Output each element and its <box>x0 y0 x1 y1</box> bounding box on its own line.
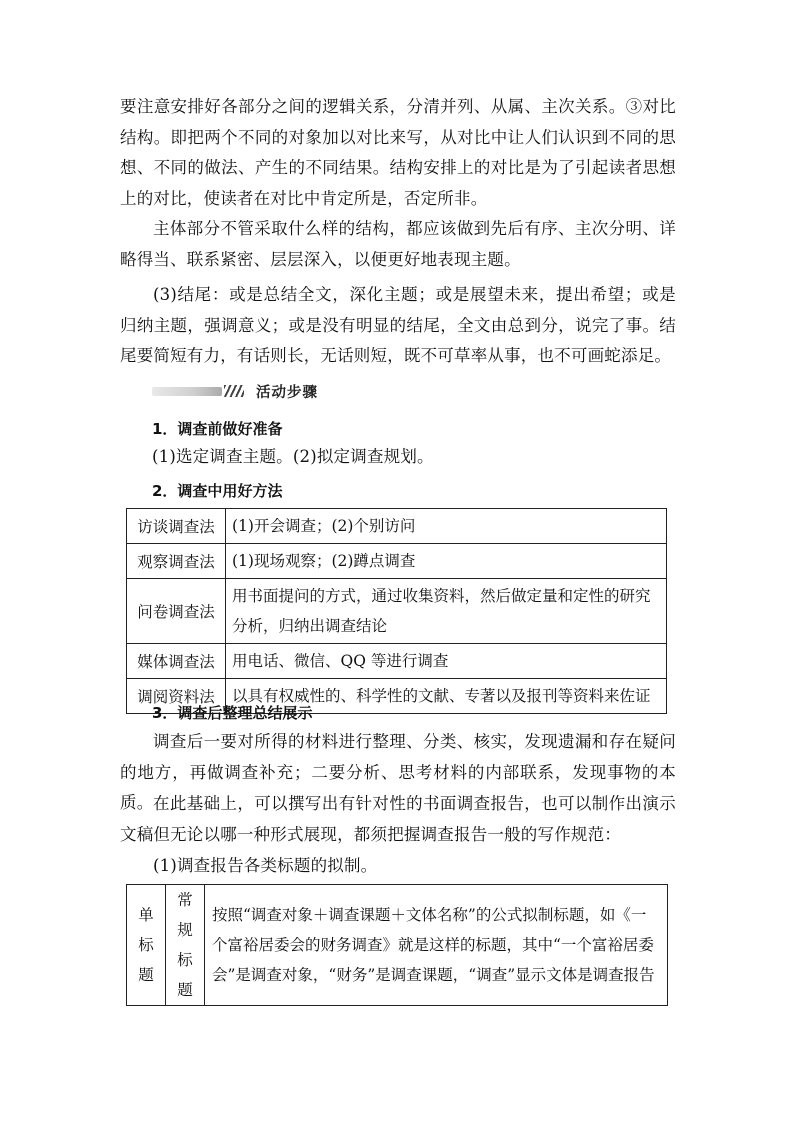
methods-table <box>126 508 667 714</box>
step3-heading: 3．调查后整理总结展示 <box>152 704 313 722</box>
step3-paragraph-1: 调查后一要对所得的材料进行整理、分类、核实，发现遗漏和存在疑问的地方，再做调查补充；二要分析、思考材料的内部联系，发现事物的本质。 <box>120 732 676 812</box>
method-label: 调阅资料法 <box>127 679 226 714</box>
method-value: 用书面提问的方式，通过收集资料，然后做定量和定性的研究分析，归纳出调查结论 <box>226 579 667 644</box>
table-row <box>127 885 668 1006</box>
method-label: 观察调查法 <box>127 544 226 579</box>
step1-text: (1)选定调查主题。(2)拟定调查规划。 <box>152 447 434 466</box>
method-value: 以具有权威性的、科学性的文献、专著以及报刊等资料来佐证 <box>226 679 667 714</box>
step1-heading: 1．调查前做好准备 <box>152 420 283 438</box>
step2-heading: 2．调查中用好方法 <box>152 482 283 500</box>
category-cell: 单 标 题 <box>127 885 166 1006</box>
paragraph-ending: (3)结尾：或是总结全文，深化主题；或是展望未来，提出希望；或是归纳主题，强调意义；或是没有明显的结尾，全文由总到分，说完了事。结尾要简短有力，有话则长，无话则短，既不可草率从事，也不可画蛇添足。 <box>120 285 676 365</box>
banner-bar-decoration <box>152 387 222 396</box>
paragraph-body-structure: 主体部分不管采取什么样的结构，都应该做到先后有序、主次分明、详略得当、联系紧密、层层深入，以便更好地表现主题。 <box>120 219 676 269</box>
method-value: (1)现场观察；(2)蹲点调查 <box>226 544 667 579</box>
method-label: 媒体调查法 <box>127 644 226 679</box>
section-banner <box>152 381 352 401</box>
method-value: 用电话、微信、QQ 等进行调查 <box>226 644 667 679</box>
step3-paragraph-3: (1)调查报告各类标题的拟制。 <box>153 856 378 875</box>
table-row <box>127 579 667 644</box>
step3-paragraph-2: 在此基础上，可以撰写出有针对性的书面调查报告，也可以制作出演示文稿但无论以哪一种形式展现，都须把握调查报告一般的写作规范： <box>120 794 676 844</box>
table-row <box>127 544 667 579</box>
method-label: 问卷调查法 <box>127 579 226 644</box>
paragraph-structure-contrast: 要注意安排好各部分之间的逻辑关系，分清并列、从属、主次关系。③对比结构。即把两个不同的对象加以对比来写，从对比中让人们认识到不同的思想、不同的做法、产生的不同结果。结构安排上的对比是为了引起读者思想上的对比，使读者在对比中肯定所是，否定所非。 <box>120 97 676 208</box>
method-label: 访谈调查法 <box>127 509 226 544</box>
table-row <box>127 644 667 679</box>
subcategory-cell: 常 规 标 题 <box>166 885 205 1006</box>
section-title: 活动步骤 <box>256 384 318 401</box>
banner-slash-icon <box>224 385 244 397</box>
method-value: (1)开会调查；(2)个别访问 <box>226 509 667 544</box>
description-cell: 按照“调查对象＋调查课题＋文体名称”的公式拟制标题，如《一个富裕居委会的财务调查》就是这样的标题，其中“一个富裕居委会”是调查对象，“财务”是调查课题，“调查”显示文体是调查报告 <box>205 885 668 1006</box>
table-row <box>127 509 667 544</box>
title-types-table <box>126 884 668 1006</box>
